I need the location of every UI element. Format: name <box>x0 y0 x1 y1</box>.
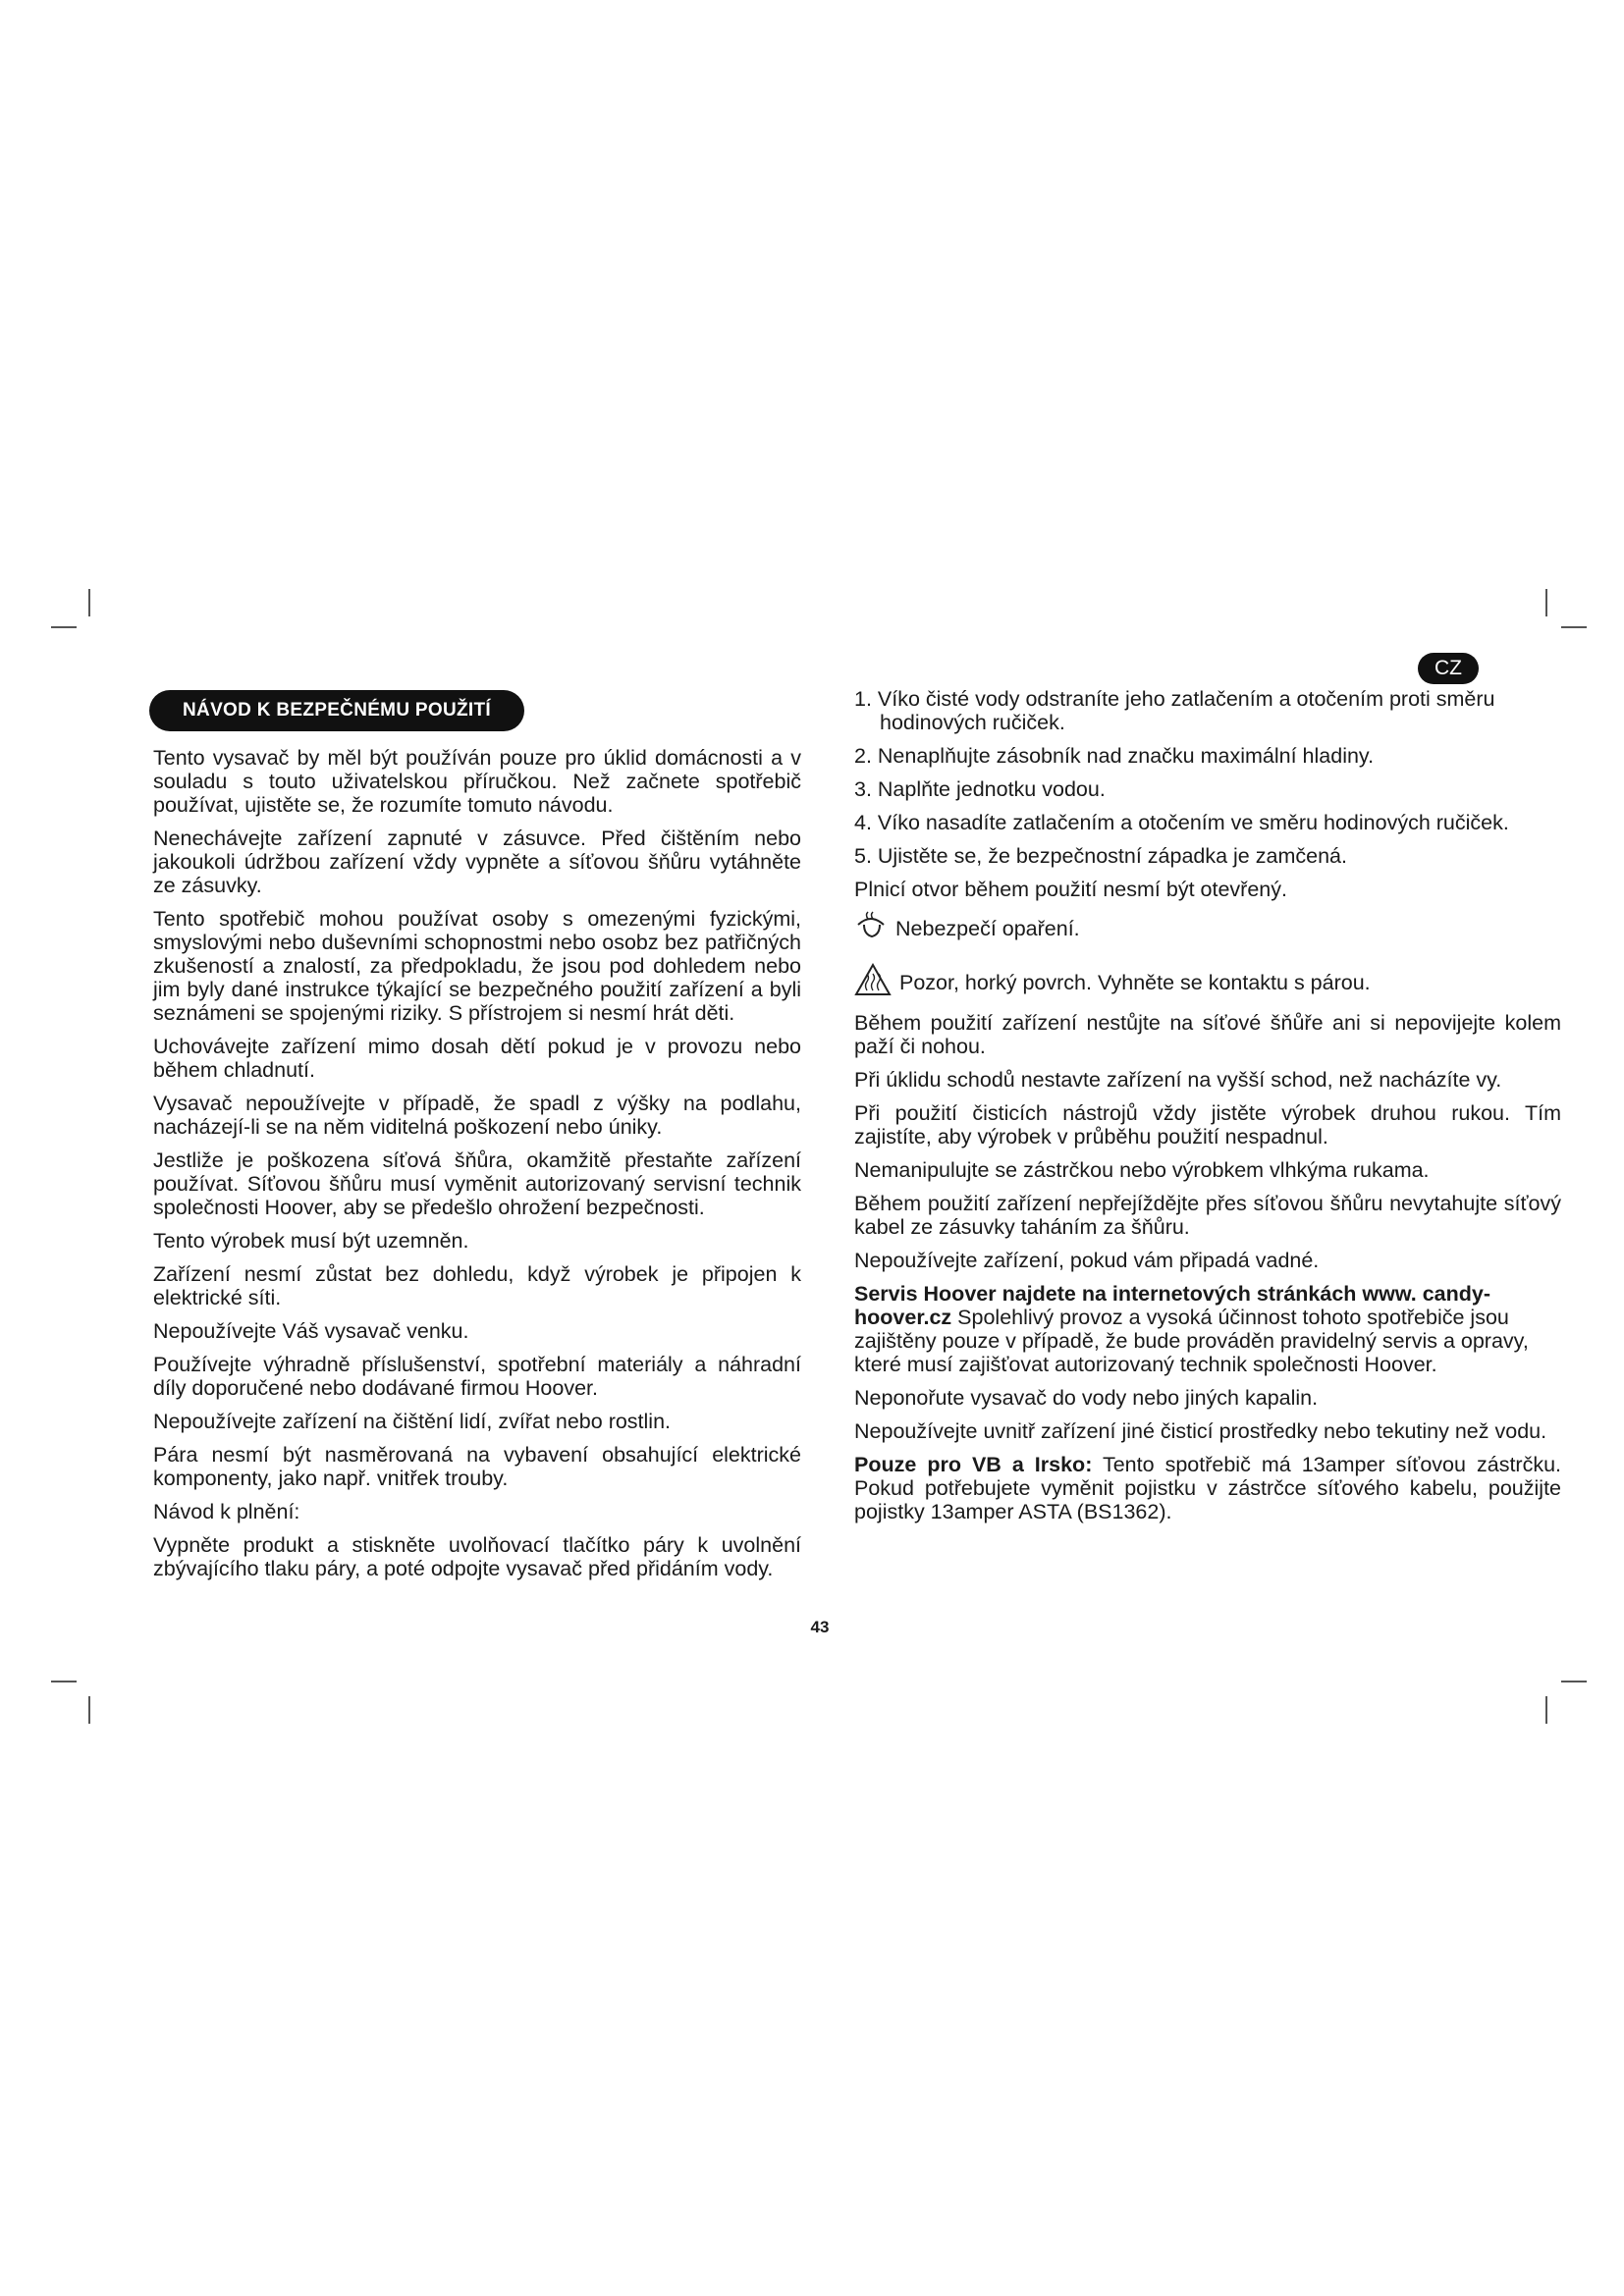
crop-mark-top-right-v <box>1545 589 1547 616</box>
page-number: 43 <box>810 1618 830 1636</box>
paragraph: Nenechávejte zařízení zapnuté v zásuvce. Před čištěním nebo jakoukoli údržbou zařízení vždy vypněte a síťovou šňůru vytáhněte ze zásuvky. <box>153 827 801 897</box>
scald-warning <box>854 911 1561 945</box>
service-link-text: Servis Hoover najdete na internetových stránkách www. candy-hoover.cz <box>854 1282 1491 1329</box>
paragraph: Nepoužívejte zařízení na čištění lidí, zvířat nebo rostlin. <box>153 1410 672 1433</box>
crop-mark-top-left-h <box>51 626 77 628</box>
hot-surface-warning-text: Pozor, horký povrch. Vyhněte se kontaktu s párou. <box>899 970 1371 994</box>
uk-label: Pouze pro VB a Irsko: <box>854 1453 1093 1476</box>
paragraph: Tento výrobek musí být uzemněn. <box>153 1229 469 1253</box>
paragraph: Zařízení nesmí zůstat bez dohledu, když výrobek je připojen k elektrické síti. <box>153 1262 801 1309</box>
service-text: Spolehlivý provoz a vysoká účinnost tohoto spotřebiče jsou zajištěny pouze v případě, že bude prováděn pravidelný servis a opravy, které musí zajišťovat autorizovaný technik společnosti Hoover. <box>854 1306 1529 1376</box>
service-paragraph <box>854 1282 1561 1376</box>
fill-steps-list <box>854 687 1561 868</box>
paragraph: Vypněte produkt a stiskněte uvolňovací tlačítko páry k uvolnění zbývajícího tlaku páry, a poté odpojte vysavač před přidáním vody. <box>153 1533 801 1580</box>
paragraph: Při úklidu schodů nestavte zařízení na vyšší schod, než nacházíte vy. <box>854 1068 1502 1092</box>
left-column <box>153 746 801 1590</box>
crop-mark-bottom-left-h <box>51 1681 77 1682</box>
hot-surface-warning <box>854 963 1561 1001</box>
paragraph: Nepoužívejte uvnitř zařízení jiné čisticí prostředky nebo tekutiny než vodu. <box>854 1419 1547 1443</box>
paragraph: Tento spotřebič mohou používat osoby s omezenými fyzickými, smyslovými nebo duševními schopnostmi nebo osobz bez patřičných zkušeností a znalostí, za předpokladu, že jsou pod dohledem nebo jim byly dané instrukce týkající se bezpečného použití zařízení a byli seznámeni se spojenými riziky. S přístrojem si nesmí hrát děti. <box>153 907 801 1025</box>
paragraph: Tento vysavač by měl být používán pouze pro úklid domácnosti a v souladu s touto uživatelskou příručkou. Než začnete spotřebič používat, ujistěte se, že rozumíte tomuto návodu. <box>153 746 801 817</box>
fill-note: Plnicí otvor během použití nesmí být otevřený. <box>854 878 1287 901</box>
paragraph: Nepoužívejte Váš vysavač venku. <box>153 1319 469 1343</box>
paragraph: Uchovávejte zařízení mimo dosah dětí pokud je v provozu nebo během chladnutí. <box>153 1035 801 1082</box>
paragraph: Nepoužívejte zařízení, pokud vám připadá vadné. <box>854 1249 1320 1272</box>
paragraph: Během použití zařízení nepřejíždějte přes síťovou šňůru nevytahujte síťový kabel ze zásuvky taháním za šňůru. <box>854 1192 1561 1239</box>
paragraph: Jestliže je poškozena síťová šňůra, okamžitě přestaňte zařízení používat. Síťovou šňůru musí vyměnit autorizovaný servisní technik společnosti Hoover, aby se předešlo ohrožení bezpečnosti. <box>153 1148 801 1219</box>
hot-surface-icon <box>854 963 899 1001</box>
list-item: 3. Naplňte jednotku vodou. <box>854 777 1106 801</box>
language-badge: CZ <box>1418 653 1479 684</box>
paragraph: Nemanipulujte se zástrčkou nebo výrobkem vlhkýma rukama. <box>854 1158 1430 1182</box>
paragraph: Neponořute vysavač do vody nebo jiných kapalin. <box>854 1386 1319 1410</box>
scald-icon <box>854 911 895 945</box>
list-item: 2. Nenaplňujte zásobník nad značku maximální hladiny. <box>854 744 1375 768</box>
uk-text: Tento spotřebič má 13amper síťovou zástrčku. Pokud potřebujete vyměnit pojistku v zástrčce síťového kabelu, použijte pojistky 13amper ASTA (BS1362). <box>854 1453 1562 1523</box>
list-item: 4. Víko nasadíte zatlačením a otočením ve směru hodinových ručiček. <box>854 811 1509 834</box>
uk-paragraph <box>854 1453 1561 1523</box>
crop-mark-bottom-right-h <box>1561 1681 1587 1682</box>
crop-mark-top-left-v <box>88 589 90 616</box>
crop-mark-bottom-right-v <box>1545 1696 1547 1724</box>
crop-mark-bottom-left-v <box>88 1696 90 1724</box>
paragraph: Pára nesmí být nasměrovaná na vybavení obsahující elektrické komponenty, jako např. vnitřek trouby. <box>153 1443 801 1490</box>
right-column <box>854 687 1561 1533</box>
paragraph: Návod k plnění: <box>153 1500 300 1523</box>
crop-mark-top-right-h <box>1561 626 1587 628</box>
scald-warning-text: Nebezpečí opaření. <box>895 916 1080 940</box>
list-item: 1. Víko čisté vody odstraníte jeho zatlačením a otočením proti směru hodinových ručiček. <box>854 687 1495 734</box>
paragraph: Při použití čisticích nástrojů vždy jistěte výrobek druhou rukou. Tím zajistíte, aby výrobek v průběhu použití nespadnul. <box>854 1101 1561 1148</box>
list-item: 5. Ujistěte se, že bezpečnostní západka je zamčená. <box>854 844 1347 868</box>
paragraph: Používejte výhradně příslušenství, spotřební materiály a náhradní díly doporučené nebo dodávané firmou Hoover. <box>153 1353 801 1400</box>
section-title: NÁVOD K BEZPEČNÉMU POUŽITÍ <box>149 690 524 731</box>
paragraph: Vysavač nepoužívejte v případě, že spadl z výšky na podlahu, nacházejí-li se na něm viditelná poškození nebo úniky. <box>153 1092 801 1139</box>
paragraph: Během použití zařízení nestůjte na síťové šňůře ani si nepovijejte kolem paží či nohou. <box>854 1011 1561 1058</box>
